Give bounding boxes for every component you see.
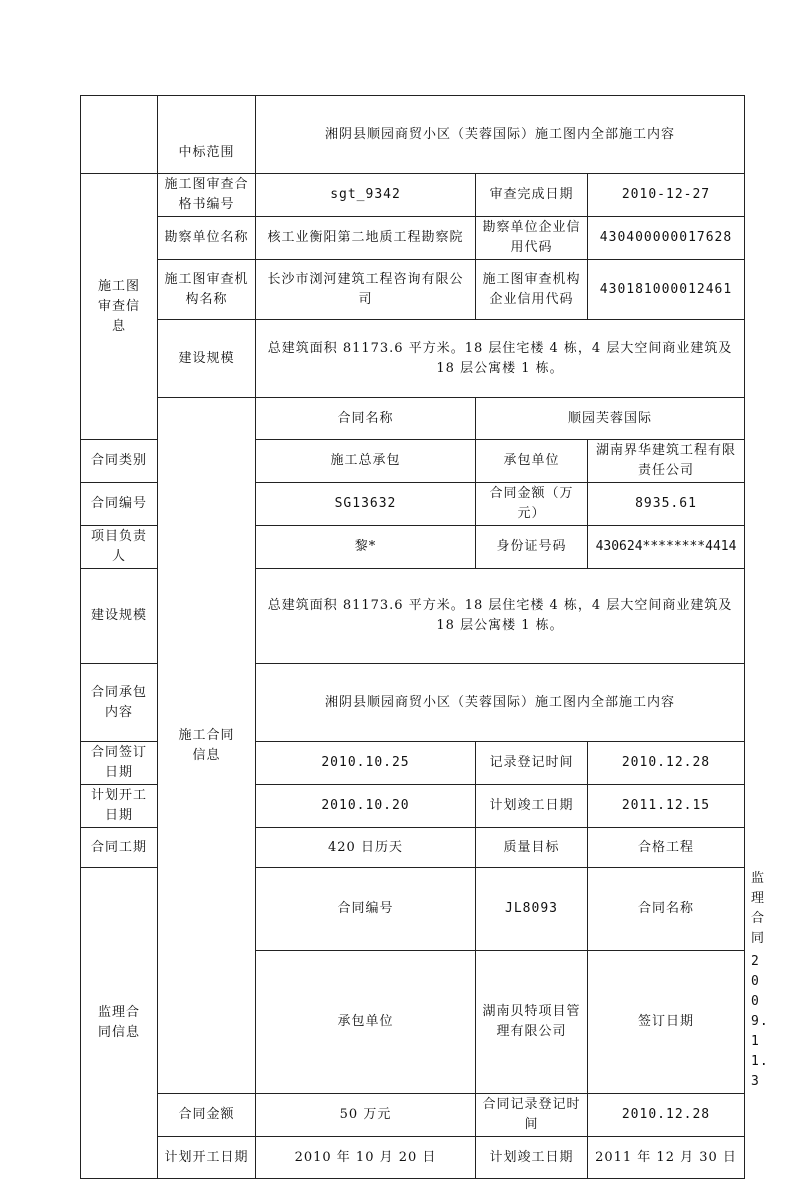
contract-name-value: 顺园芙蓉国际 bbox=[476, 398, 745, 440]
review-cert-no-value: sgt_9342 bbox=[256, 174, 476, 217]
contractor-label: 承包单位 bbox=[476, 440, 588, 483]
plan-start-value: 2010.10.20 bbox=[256, 785, 476, 828]
record-date-label: 记录登记时间 bbox=[476, 742, 588, 785]
sup-number-value: JL8093 bbox=[476, 868, 588, 951]
contract-number-label: 合同编号 bbox=[81, 483, 158, 526]
review-org-credit-label: 施工图审查机构企业信用代码 bbox=[476, 260, 588, 320]
project-info-table: 中标范围 湘阴县顺园商贸小区（芙蓉国际）施工图内全部施工内容 施工图审查信息 施工图审查合格书编号 sgt_9342 审查完成日期 2010-12-27 勘察单位名称 核工业衡阳第二地质工程勘察院 勘察单位企业信用代码 430400000017628 施工图审查机构名称 长沙市浏河建筑工程咨询有限公司 施工图审查机构企业信用代码 430181000012461 建设规模 总建筑面积 81173.6 平方米。18 层住宅楼 4 栋，4 层大空间商业建筑及 18 层公寓楼 1 栋。 施工合同信息 合同名称 顺园芙蓉国际 合同类别 施工总承包 承包单位 湖南界华建筑工程有限责任公司 合同编号 SG13632 合同金额（万元） 8935.61 项目负责人 黎* 身份证号码 430624********4414 建设规模 总建筑面积 81173.6 平方米。18 层住宅楼 4 栋，4 层大空间商业建筑及 18 层公寓楼 1 栋。 合同承包内容 湘阴县顺园商贸小区（芙蓉国际）施工图内全部施工内容 合同签订日期 2010.10.25 记录登记时间 2010.12.28 计划开工日期 2010.10.20 计划竣工日期 2011.12.15 合同工期 420 日历天 质量目标 合格工程 监理合同信息 合同编号 JL8093 合同名称 监理合同 承包单位 湖南贝特项目管理有限公司 签订日期 2009.11.3 合同金额 50 万元 合同记录登记时间 2010.12.28 计划开工日期 2010 年 10 月 20 日 计划竣工日期 2011 年 12 月 30 日 bbox=[80, 95, 745, 1179]
sign-date-value: 2010.10.25 bbox=[256, 742, 476, 785]
contract-amount-label: 合同金额（万元） bbox=[476, 483, 588, 526]
survey-unit-value: 核工业衡阳第二地质工程勘察院 bbox=[256, 217, 476, 260]
sup-record-date-value: 2010.12.28 bbox=[588, 1094, 745, 1137]
review-org-label: 施工图审查机构名称 bbox=[158, 260, 256, 320]
record-date-value: 2010.12.28 bbox=[588, 742, 745, 785]
sup-record-date-label: 合同记录登记时间 bbox=[476, 1094, 588, 1137]
review-org-credit-value: 430181000012461 bbox=[588, 260, 745, 320]
drawing-review-section-label: 施工图审查信息 bbox=[81, 174, 158, 440]
survey-credit-label: 勘察单位企业信用代码 bbox=[476, 217, 588, 260]
review-org-value: 长沙市浏河建筑工程咨询有限公司 bbox=[256, 260, 476, 320]
sup-name-label: 合同名称 bbox=[588, 868, 745, 951]
review-date-value: 2010-12-27 bbox=[588, 174, 745, 217]
sup-plan-finish-value: 2011 年 12 月 30 日 bbox=[588, 1137, 745, 1179]
sup-amount-label: 合同金额 bbox=[158, 1094, 256, 1137]
bid-scope-label: 中标范围 bbox=[158, 96, 256, 174]
plan-finish-label: 计划竣工日期 bbox=[476, 785, 588, 828]
sup-plan-finish-label: 计划竣工日期 bbox=[476, 1137, 588, 1179]
sup-contractor-value: 湖南贝特项目管理有限公司 bbox=[476, 951, 588, 1094]
contract-scale-label: 建设规模 bbox=[81, 569, 158, 664]
duration-label: 合同工期 bbox=[81, 828, 158, 868]
project-manager-label: 项目负责人 bbox=[81, 526, 158, 569]
empty-section-cell bbox=[81, 96, 158, 174]
duration-value: 420 日历天 bbox=[256, 828, 476, 868]
contract-content-label: 合同承包内容 bbox=[81, 664, 158, 742]
quality-value: 合格工程 bbox=[588, 828, 745, 868]
sup-sign-date-label: 签订日期 bbox=[588, 951, 745, 1094]
survey-credit-value: 430400000017628 bbox=[588, 217, 745, 260]
bid-scope-value: 湘阴县顺园商贸小区（芙蓉国际）施工图内全部施工内容 bbox=[256, 96, 745, 174]
supervision-contract-section-label: 监理合同信息 bbox=[81, 868, 158, 1179]
id-number-value: 430624********4414 bbox=[588, 526, 745, 569]
sup-plan-start-value: 2010 年 10 月 20 日 bbox=[256, 1137, 476, 1179]
contract-name-label: 合同名称 bbox=[256, 398, 476, 440]
contract-content-value: 湘阴县顺园商贸小区（芙蓉国际）施工图内全部施工内容 bbox=[256, 664, 745, 742]
plan-finish-value: 2011.12.15 bbox=[588, 785, 745, 828]
contract-scale-value: 总建筑面积 81173.6 平方米。18 层住宅楼 4 栋，4 层大空间商业建筑及 18 层公寓楼 1 栋。 bbox=[256, 569, 745, 664]
construction-contract-section-label: 施工合同信息 bbox=[158, 398, 256, 1094]
contract-amount-value: 8935.61 bbox=[588, 483, 745, 526]
sup-amount-value: 50 万元 bbox=[256, 1094, 476, 1137]
review-date-label: 审查完成日期 bbox=[476, 174, 588, 217]
quality-label: 质量目标 bbox=[476, 828, 588, 868]
contract-number-value: SG13632 bbox=[256, 483, 476, 526]
review-scale-label: 建设规模 bbox=[158, 320, 256, 398]
contractor-value: 湖南界华建筑工程有限责任公司 bbox=[588, 440, 745, 483]
sup-contractor-label: 承包单位 bbox=[256, 951, 476, 1094]
survey-unit-label: 勘察单位名称 bbox=[158, 217, 256, 260]
review-cert-no-label: 施工图审查合格书编号 bbox=[158, 174, 256, 217]
project-manager-value: 黎* bbox=[256, 526, 476, 569]
sup-plan-start-label: 计划开工日期 bbox=[158, 1137, 256, 1179]
sign-date-label: 合同签订日期 bbox=[81, 742, 158, 785]
sup-number-label: 合同编号 bbox=[256, 868, 476, 951]
contract-category-value: 施工总承包 bbox=[256, 440, 476, 483]
contract-category-label: 合同类别 bbox=[81, 440, 158, 483]
review-scale-value: 总建筑面积 81173.6 平方米。18 层住宅楼 4 栋，4 层大空间商业建筑及 18 层公寓楼 1 栋。 bbox=[256, 320, 745, 398]
id-number-label: 身份证号码 bbox=[476, 526, 588, 569]
plan-start-label: 计划开工日期 bbox=[81, 785, 158, 828]
